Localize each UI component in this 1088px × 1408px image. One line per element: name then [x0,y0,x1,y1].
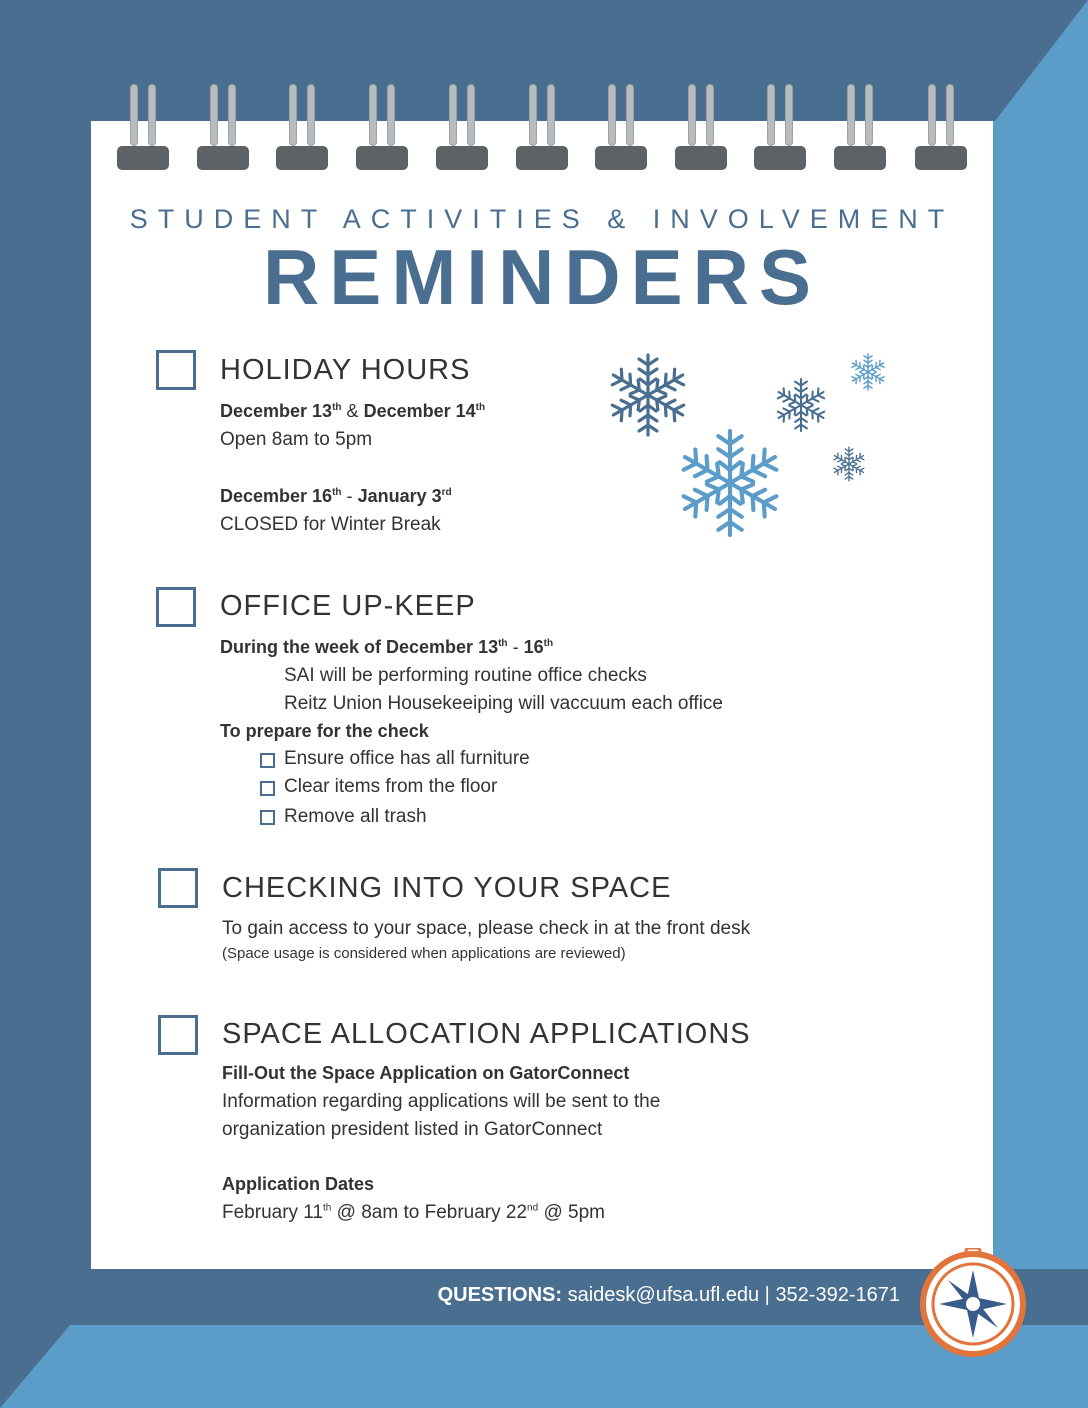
application-dates-label: Application Dates [222,1174,375,1194]
holiday-heading: HOLIDAY HOURS [220,354,471,386]
checklist-item: Remove all trash [284,806,427,827]
checklist-item: Ensure office has all furniture [284,748,530,769]
application-dates: February 11th @ 8am to February 22nd @ 5pm [222,1202,605,1223]
allocation-bold: Fill-Out the Space Application on GatorConnect [222,1063,630,1083]
checklist-checkbox[interactable] [260,753,275,768]
footer-contact: QUESTIONS: saidesk@ufsa.ufl.edu | 352-392-1671 [437,1284,900,1306]
allocation-line-2: organization president listed in GatorConnect [222,1119,603,1140]
checklist-item: Clear items from the floor [284,776,498,797]
footer-phone: 352-392-1671 [775,1284,900,1306]
spiral-ring [117,84,169,170]
checkin-heading: CHECKING INTO YOUR SPACE [222,872,672,904]
footer-label: QUESTIONS: [437,1284,563,1306]
spiral-ring [197,84,249,170]
office-week: During the week of December 13th - 16th [220,637,554,657]
spiral-ring [276,84,328,170]
spiral-ring [595,84,647,170]
page-subtitle: STUDENT ACTIVITIES & INVOLVEMENT [129,204,955,234]
footer-email-link[interactable]: saidesk@ufsa.ufl.edu [567,1284,760,1306]
spiral-ring [754,84,806,170]
compass-logo-icon [918,1248,1028,1358]
office-line-1: SAI will be performing routine office checks [284,665,647,686]
spiral-ring [516,84,568,170]
allocation-heading: SPACE ALLOCATION APPLICATIONS [222,1018,751,1050]
office-checkbox[interactable] [156,587,196,627]
spiral-ring [915,84,967,170]
holiday-dates-2: December 16th - January 3rd [220,486,452,506]
holiday-text-1: Open 8am to 5pm [220,429,373,450]
checkin-text: To gain access to your space, please check in at the front desk [222,918,751,939]
checkin-checkbox[interactable] [158,868,198,908]
spiral-ring [436,84,488,170]
allocation-line-1: Information regarding applications will be sent to the [222,1091,661,1112]
snowflake-icon [600,345,900,545]
office-heading: OFFICE UP-KEEP [220,590,476,622]
holiday-dates-1: December 13th & December 14th [220,401,486,421]
spiral-ring [356,84,408,170]
checklist-checkbox[interactable] [260,810,275,825]
page-title: REMINDERS [262,233,822,321]
office-prepare: To prepare for the check [220,721,429,741]
office-line-2: Reitz Union Housekeeiping will vaccuum each office [284,693,723,714]
checklist-checkbox[interactable] [260,781,275,796]
holiday-checkbox[interactable] [156,350,196,390]
checkin-note: (Space usage is considered when applications are reviewed) [222,945,626,962]
spiral-ring [675,84,727,170]
holiday-text-2: CLOSED for Winter Break [220,514,441,535]
allocation-checkbox[interactable] [158,1015,198,1055]
spiral-ring [834,84,886,170]
